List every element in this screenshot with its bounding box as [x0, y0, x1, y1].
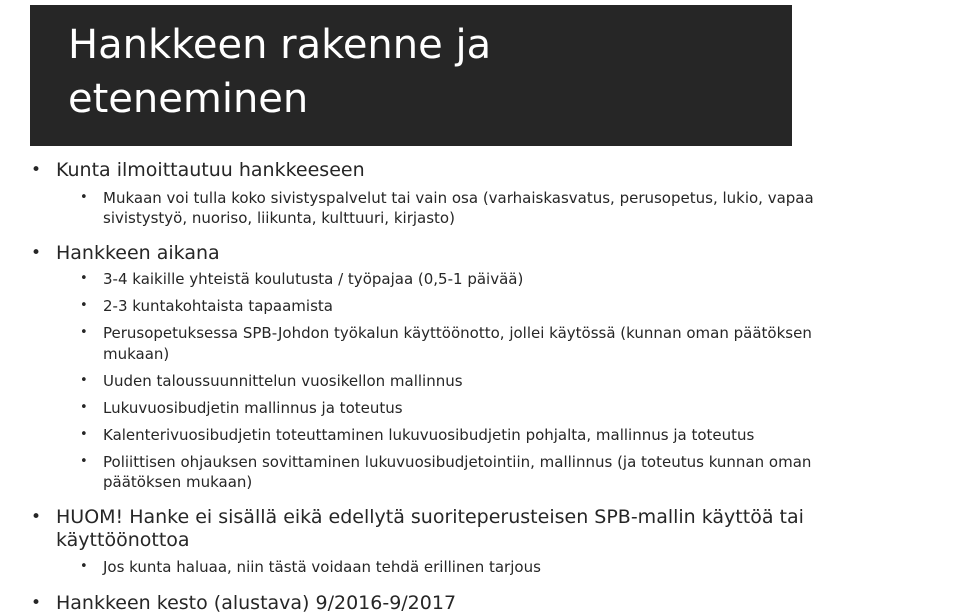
slide-title-line-2: eteneminen: [68, 76, 309, 122]
bullet-huom-cont: käyttöönottoa: [56, 529, 190, 551]
sub-bullet-spb-johto: • Perusopetuksessa SPB-Johdon työkalun käyttöönotto, jollei käytössä (kunnan oman päätöksen: [103, 323, 903, 343]
bullet-kesto: • Hankkeen kesto (alustava) 9/2016-9/2017: [56, 592, 456, 615]
bullet-huom: • HUOM! Hanke ei sisällä eikä edellytä suoriteperusteisen SPB-mallin käyttöä tai: [56, 506, 804, 529]
sub-bullet-mukaan-voi-tulla: • Mukaan voi tulla koko sivistyspalvelut tai vain osa (varhaiskasvatus, perusopetus, lukio, vapaa: [103, 188, 903, 208]
sub-bullet-koulutus: • 3-4 kaikille yhteistä koulutusta / työpajaa (0,5-1 päivää): [103, 269, 903, 289]
bullet-hankkeen-aikana: • Hankkeen aikana: [56, 242, 220, 265]
slide-title-line-1: Hankkeen rakenne ja: [68, 22, 492, 68]
sub-bullet-lukuvuosibudjetti: • Lukuvuosibudjetin mallinnus ja toteutus: [103, 398, 903, 418]
sub-bullet-poliittinen-ohjaus: • Poliittisen ohjauksen sovittaminen lukuvuosibudjetointiin, mallinnus (ja toteutus kunnan oman: [103, 452, 903, 472]
bullet-kunta-ilmoittautuu: • Kunta ilmoittautuu hankkeeseen: [56, 159, 365, 182]
sub-bullet-mukaan-voi-tulla-cont: sivistystyö, nuoriso, liikunta, kulttuuri, kirjasto): [103, 209, 455, 227]
sub-bullet-tarjous: • Jos kunta haluaa, niin tästä voidaan tehdä erillinen tarjous: [103, 557, 903, 577]
sub-bullet-spb-johto-cont: mukaan): [103, 345, 170, 363]
sub-bullet-poliittinen-ohjaus-cont: päätöksen mukaan): [103, 473, 253, 491]
sub-bullet-kalenterivuosibudjetti: • Kalenterivuosibudjetin toteuttaminen lukuvuosibudjetin pohjalta, mallinnus ja toteutus: [103, 425, 903, 445]
sub-bullet-vuosikello: • Uuden taloussuunnittelun vuosikellon mallinnus: [103, 371, 903, 391]
sub-bullet-tapaamiset: • 2-3 kuntakohtaista tapaamista: [103, 296, 903, 316]
